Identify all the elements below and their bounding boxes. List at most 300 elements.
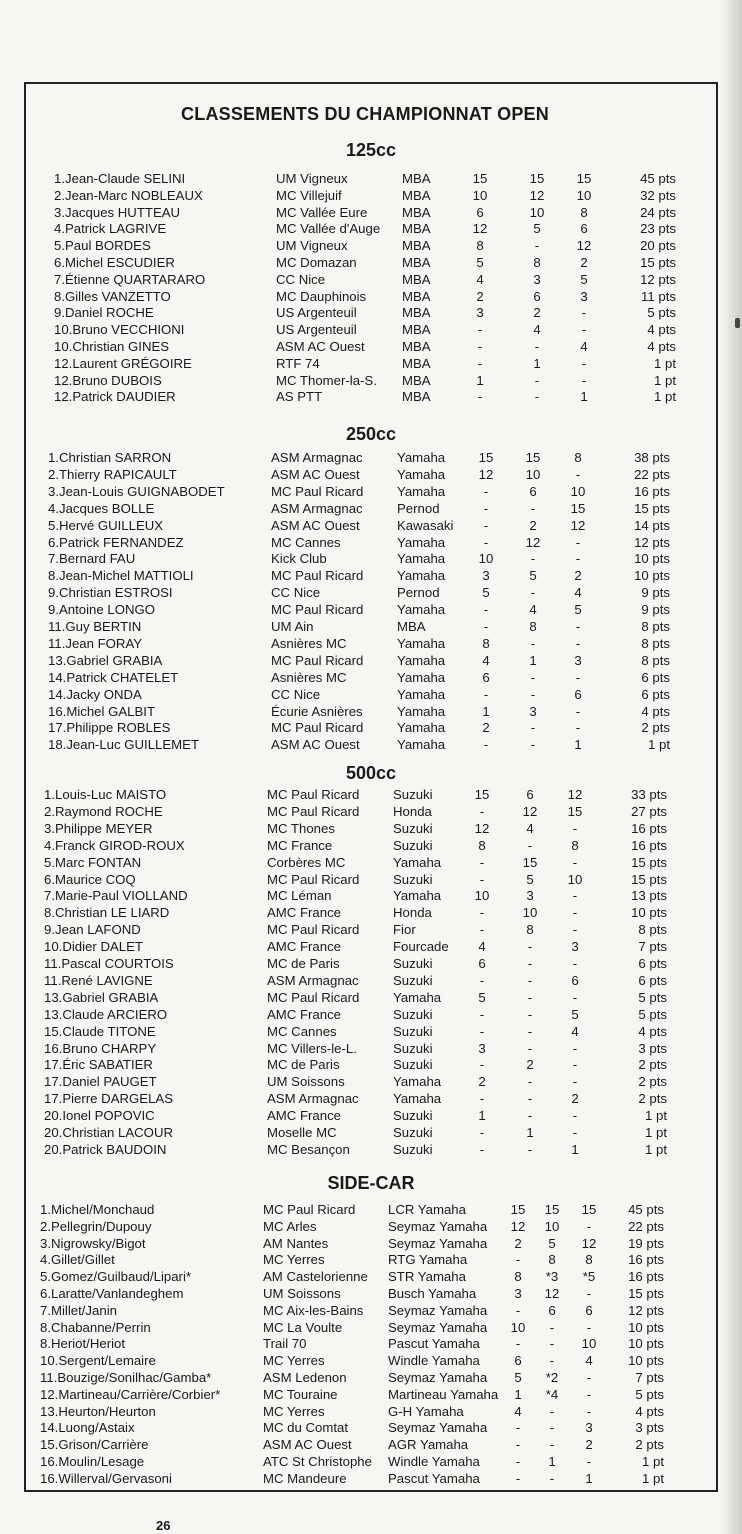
cell-r2: 2 bbox=[526, 1057, 534, 1073]
table-row bbox=[0, 601, 742, 618]
cell-name: 6.Michel ESCUDIER bbox=[54, 255, 175, 270]
cell-r1: - bbox=[479, 1057, 485, 1073]
cell-r1: 8 bbox=[476, 238, 484, 254]
cell-tot: 2 pts bbox=[641, 720, 670, 736]
cell-name: 10.Bruno VECCHIONI bbox=[54, 322, 185, 338]
cell-r3: - bbox=[586, 1386, 592, 1402]
cell-r3: - bbox=[586, 1286, 592, 1301]
cell-r3: - bbox=[572, 820, 578, 836]
cell-tot: 9 pts bbox=[641, 602, 670, 618]
table-row bbox=[0, 355, 742, 372]
cell-make: STR Yamaha bbox=[388, 1269, 466, 1285]
cell-r3: 10 bbox=[567, 871, 583, 887]
cell-name: 8.Heriot/Heriot bbox=[40, 1336, 126, 1352]
table-row bbox=[0, 803, 742, 820]
cell-r1: 2 bbox=[514, 1235, 522, 1251]
cell-name: 4.Patrick LAGRIVE bbox=[54, 221, 167, 237]
table-row bbox=[0, 938, 742, 955]
cell-club: MC Paul Ricard bbox=[267, 922, 360, 938]
cell-name: 6.Laratte/Vanlandeghem bbox=[40, 1286, 184, 1301]
cell-r1: 1 bbox=[514, 1386, 522, 1402]
cell-name: 16.Willerval/Gervasoni bbox=[40, 1470, 172, 1486]
cell-r1: - bbox=[515, 1437, 521, 1453]
cell-make: Pascut Yamaha bbox=[388, 1336, 480, 1352]
cell-name: 16.Michel GALBIT bbox=[48, 703, 156, 719]
cell-make: MBA bbox=[402, 171, 431, 186]
cell-tot: 10 pts bbox=[631, 905, 667, 921]
cell-r1: 8 bbox=[478, 837, 486, 853]
cell-make: MBA bbox=[402, 288, 431, 304]
cell-name: 5.Hervé GUILLEUX bbox=[48, 517, 164, 533]
cell-r1: 1 bbox=[478, 1108, 486, 1124]
cell-r1: 4 bbox=[514, 1403, 522, 1419]
cell-r3: - bbox=[575, 635, 581, 651]
cell-tot: 5 pts bbox=[647, 305, 676, 321]
cell-make: Yamaha bbox=[397, 669, 446, 685]
cell-r2: 12 bbox=[529, 187, 545, 203]
cell-make: Suzuki bbox=[393, 871, 433, 887]
cell-tot: 5 pts bbox=[635, 1386, 664, 1402]
cell-make: Yamaha bbox=[397, 737, 446, 753]
cell-r1: - bbox=[479, 1141, 485, 1157]
cell-club: Écurie Asnières bbox=[271, 703, 363, 719]
cell-r2: 1 bbox=[533, 355, 541, 371]
cell-tot: 6 pts bbox=[641, 686, 670, 702]
table-row bbox=[0, 1235, 742, 1252]
cell-club: UM Soissons bbox=[263, 1286, 341, 1301]
cell-r3: - bbox=[572, 1057, 578, 1073]
cell-r2: - bbox=[527, 1040, 533, 1056]
cell-r1: 15 bbox=[510, 1202, 526, 1217]
cell-club: MC Paul Ricard bbox=[271, 720, 364, 736]
cell-r2: - bbox=[527, 1141, 533, 1157]
cell-name: 6.Patrick FERNANDEZ bbox=[48, 534, 184, 550]
table-row bbox=[0, 338, 742, 355]
cell-make: Suzuki bbox=[393, 972, 433, 988]
cell-make: MBA bbox=[402, 238, 431, 254]
cell-r2: 12 bbox=[522, 803, 538, 819]
cell-r3: 12 bbox=[576, 238, 592, 254]
cell-r3: 10 bbox=[570, 483, 586, 499]
cell-tot: 4 pts bbox=[641, 703, 670, 719]
cell-r2: 5 bbox=[533, 221, 541, 237]
table-row bbox=[0, 372, 742, 389]
cell-tot: 2 pts bbox=[638, 1091, 667, 1107]
table-row bbox=[0, 1107, 742, 1124]
cell-name: 20.Christian LACOUR bbox=[44, 1125, 173, 1140]
cell-name: 5.Gomez/Guilbaud/Lipari* bbox=[40, 1269, 192, 1285]
table-row bbox=[0, 703, 742, 720]
cell-tot: 33 pts bbox=[631, 787, 667, 802]
cell-r1: - bbox=[479, 871, 485, 887]
cell-tot: 1 pt bbox=[654, 389, 676, 405]
cell-make: Pernod bbox=[397, 585, 440, 601]
cell-club: MC Paul Ricard bbox=[271, 483, 364, 499]
table-row bbox=[0, 466, 742, 483]
table-row bbox=[0, 1436, 742, 1453]
cell-club: CC Nice bbox=[276, 271, 326, 287]
cell-r1: - bbox=[477, 355, 483, 371]
table-row bbox=[0, 271, 742, 288]
cell-r3: 4 bbox=[580, 339, 588, 354]
table-row bbox=[0, 989, 742, 1006]
cell-make: MBA bbox=[402, 322, 431, 338]
cell-club: AMC France bbox=[267, 1108, 342, 1124]
cell-name: 7.Millet/Janin bbox=[40, 1302, 117, 1318]
cell-make: Seymaz Yamaha bbox=[388, 1319, 488, 1335]
table-row bbox=[0, 567, 742, 584]
cell-r3: - bbox=[575, 720, 581, 736]
cell-r2: - bbox=[527, 1023, 533, 1039]
cell-name: 16.Moulin/Lesage bbox=[40, 1454, 145, 1469]
cell-r3: 3 bbox=[585, 1420, 593, 1436]
cell-r3: 6 bbox=[571, 972, 579, 988]
cell-name: 2.Pellegrin/Dupouy bbox=[40, 1218, 152, 1234]
cell-club: Kick Club bbox=[271, 551, 327, 567]
table-row bbox=[0, 887, 742, 904]
cell-r2: 2 bbox=[529, 517, 537, 533]
cell-club: ASM Armagnac bbox=[271, 500, 363, 516]
table-row bbox=[0, 904, 742, 921]
cell-make: Honda bbox=[393, 803, 432, 819]
cell-r1: - bbox=[515, 1470, 521, 1486]
cell-name: 7.Bernard FAU bbox=[48, 551, 136, 567]
cell-r1: - bbox=[483, 500, 489, 516]
cell-club: MC Paul Ricard bbox=[271, 568, 364, 584]
cell-r2: - bbox=[549, 1336, 555, 1352]
cell-make: Yamaha bbox=[397, 652, 446, 668]
cell-name: 17.Pierre DARGELAS bbox=[44, 1091, 173, 1107]
cell-r2: 15 bbox=[544, 1202, 560, 1217]
cell-r3: - bbox=[572, 1125, 578, 1140]
table-row bbox=[0, 220, 742, 237]
cell-r3: - bbox=[586, 1319, 592, 1335]
cell-name: 13.Heurton/Heurton bbox=[40, 1403, 156, 1419]
cell-r1: 2 bbox=[476, 288, 484, 304]
cell-make: Kawasaki bbox=[397, 517, 454, 533]
cell-r3: 2 bbox=[571, 1091, 579, 1107]
cell-r2: - bbox=[527, 1091, 533, 1107]
cell-make: Suzuki bbox=[393, 1108, 433, 1124]
table-row bbox=[0, 1419, 742, 1436]
cell-club: AM Nantes bbox=[263, 1235, 329, 1251]
cell-r3: - bbox=[572, 1108, 578, 1124]
cell-r1: - bbox=[479, 1125, 485, 1140]
table-row bbox=[0, 1090, 742, 1107]
cell-club: US Argenteuil bbox=[276, 322, 357, 338]
cell-make: MBA bbox=[402, 204, 431, 220]
cell-r1: 5 bbox=[514, 1370, 522, 1385]
cell-r3: 1 bbox=[585, 1470, 593, 1486]
cell-r1: 5 bbox=[478, 989, 486, 1005]
cell-make: Seymaz Yamaha bbox=[388, 1420, 488, 1436]
table-row bbox=[0, 1023, 742, 1040]
cell-tot: 15 pts bbox=[631, 854, 667, 870]
cell-r1: - bbox=[515, 1252, 521, 1268]
cell-r2: 8 bbox=[526, 922, 534, 938]
cell-tot: 6 pts bbox=[638, 956, 667, 971]
cell-r2: - bbox=[534, 339, 540, 354]
cell-r1: 8 bbox=[514, 1269, 522, 1285]
cell-club: MC Léman bbox=[267, 888, 332, 904]
cell-r3: 6 bbox=[580, 221, 588, 237]
cell-r2: 10 bbox=[544, 1218, 560, 1234]
cell-r1: 4 bbox=[476, 271, 484, 287]
cell-tot: 22 pts bbox=[634, 466, 670, 482]
cell-r1: 4 bbox=[478, 939, 486, 955]
cell-r2: - bbox=[530, 500, 536, 516]
cell-make: MBA bbox=[402, 372, 431, 388]
cell-club: MC Cannes bbox=[267, 1023, 337, 1039]
cell-tot: 11 pts bbox=[641, 288, 676, 304]
cell-r1: 15 bbox=[474, 787, 490, 802]
cell-r3: 5 bbox=[580, 271, 588, 287]
cell-tot: 8 pts bbox=[641, 652, 670, 668]
cell-tot: 1 pt bbox=[654, 372, 676, 388]
cell-tot: 15 pts bbox=[640, 255, 676, 270]
cell-r3: - bbox=[572, 854, 578, 870]
cell-r2: 10 bbox=[529, 204, 545, 220]
cell-r2: - bbox=[530, 635, 536, 651]
cell-tot: 16 pts bbox=[631, 837, 667, 853]
table-row bbox=[0, 854, 742, 871]
cell-tot: 3 pts bbox=[635, 1420, 664, 1436]
cell-name: 9.Daniel ROCHE bbox=[54, 305, 154, 321]
cell-make: Martineau Yamaha bbox=[388, 1386, 499, 1402]
cell-club: MC Besançon bbox=[267, 1141, 350, 1157]
cell-make: Suzuki bbox=[393, 1141, 433, 1157]
cell-name: 15.Grison/Carrière bbox=[40, 1437, 149, 1453]
cell-tot: 2 pts bbox=[635, 1437, 664, 1453]
cell-make: Fior bbox=[393, 922, 416, 938]
cell-r2: 12 bbox=[525, 534, 541, 550]
cell-tot: 1 pt bbox=[642, 1454, 664, 1469]
cell-tot: 12 pts bbox=[640, 271, 676, 287]
cell-r1: 10 bbox=[478, 551, 494, 567]
cell-r2: - bbox=[530, 551, 536, 567]
cell-make: Suzuki bbox=[393, 787, 433, 802]
cell-r1: - bbox=[483, 737, 489, 753]
cell-name: 1.Christian SARRON bbox=[48, 450, 172, 465]
cell-r1: - bbox=[515, 1336, 521, 1352]
cell-make: Yamaha bbox=[393, 1091, 442, 1107]
cell-tot: 1 pt bbox=[645, 1125, 667, 1140]
cell-make: Seymaz Yamaha bbox=[388, 1370, 488, 1385]
cell-r3: 5 bbox=[574, 602, 582, 618]
cell-club: ASM AC Ouest bbox=[263, 1437, 352, 1453]
cell-name: 5.Paul BORDES bbox=[54, 238, 151, 254]
cell-r1: 10 bbox=[474, 888, 490, 904]
cell-r2: 1 bbox=[529, 652, 537, 668]
cell-make: MBA bbox=[402, 389, 431, 405]
cell-name: 9.Jean LAFOND bbox=[44, 922, 141, 938]
cell-r3: - bbox=[572, 888, 578, 904]
cell-club: Trail 70 bbox=[263, 1336, 307, 1352]
table-row bbox=[0, 837, 742, 854]
cell-tot: 4 pts bbox=[647, 322, 676, 338]
cell-make: MBA bbox=[402, 355, 431, 371]
table-row bbox=[0, 955, 742, 972]
cell-tot: 16 pts bbox=[628, 1252, 664, 1268]
cell-r2: - bbox=[530, 720, 536, 736]
cell-tot: 7 pts bbox=[635, 1370, 664, 1385]
table-row bbox=[0, 1124, 742, 1141]
cell-make: Yamaha bbox=[393, 989, 442, 1005]
cell-make: Suzuki bbox=[393, 820, 433, 836]
cell-club: MC Paul Ricard bbox=[267, 787, 360, 802]
cell-r3: - bbox=[572, 922, 578, 938]
cell-r1: 2 bbox=[478, 1074, 486, 1090]
page-title: CLASSEMENTS DU CHAMPIONNAT OPEN bbox=[181, 104, 549, 124]
cell-club: MC Vallée Eure bbox=[276, 204, 368, 220]
cell-r3: 3 bbox=[571, 939, 579, 955]
cell-r2: 3 bbox=[533, 271, 541, 287]
cell-tot: 1 pt bbox=[645, 1141, 667, 1157]
table-row bbox=[0, 618, 742, 635]
cell-r1: - bbox=[515, 1454, 521, 1469]
cell-r2: - bbox=[527, 837, 533, 853]
cell-club: Corbères MC bbox=[267, 854, 346, 870]
table-row bbox=[0, 1218, 742, 1235]
cell-r2: 5 bbox=[548, 1235, 556, 1251]
table-row bbox=[0, 736, 742, 753]
cell-r2: 8 bbox=[533, 255, 541, 270]
cell-tot: 8 pts bbox=[638, 922, 667, 938]
table-row bbox=[0, 1141, 742, 1158]
cell-r3: - bbox=[581, 322, 587, 338]
cell-name: 3.Nigrowsky/Bigot bbox=[40, 1235, 146, 1251]
cell-make: Yamaha bbox=[393, 888, 442, 904]
table-row bbox=[0, 1470, 742, 1487]
cell-club: MC La Voulte bbox=[263, 1319, 343, 1335]
cell-r3: 8 bbox=[585, 1252, 593, 1268]
cell-make: Fourcade bbox=[393, 939, 449, 955]
cell-name: 12.Bruno DUBOIS bbox=[54, 372, 162, 388]
cell-name: 3.Philippe MEYER bbox=[44, 820, 153, 836]
cell-r3: 8 bbox=[574, 450, 582, 465]
cell-r2: - bbox=[530, 686, 536, 702]
cell-r3: 3 bbox=[580, 288, 588, 304]
cell-r1: - bbox=[479, 972, 485, 988]
cell-r1: 6 bbox=[478, 956, 486, 971]
cell-make: MBA bbox=[402, 221, 431, 237]
cell-r3: 15 bbox=[567, 803, 583, 819]
table-row bbox=[0, 871, 742, 888]
cell-name: 6.Maurice COQ bbox=[44, 871, 136, 887]
cell-r1: 5 bbox=[476, 255, 484, 270]
cell-r3: 4 bbox=[585, 1353, 593, 1369]
cell-r3: 10 bbox=[576, 187, 592, 203]
cell-make: RTG Yamaha bbox=[388, 1252, 468, 1268]
cell-r2: 1 bbox=[526, 1125, 534, 1140]
cell-name: 4.Jacques BOLLE bbox=[48, 500, 155, 516]
cell-r2: - bbox=[549, 1403, 555, 1419]
cell-tot: 15 pts bbox=[634, 500, 670, 516]
cell-make: Yamaha bbox=[397, 534, 446, 550]
cell-tot: 16 pts bbox=[628, 1269, 664, 1285]
cell-tot: 8 pts bbox=[641, 619, 670, 634]
section-title: 125cc bbox=[345, 140, 397, 160]
cell-club: UM Ain bbox=[271, 619, 314, 634]
cell-tot: 3 pts bbox=[638, 1040, 667, 1056]
cell-club: MC Paul Ricard bbox=[267, 803, 360, 819]
cell-r1: 3 bbox=[514, 1286, 522, 1301]
cell-r3: 2 bbox=[574, 568, 582, 584]
cell-r2: 4 bbox=[533, 322, 541, 338]
table-row bbox=[0, 1319, 742, 1336]
cell-make: Yamaha bbox=[397, 466, 446, 482]
cell-club: ASM Ledenon bbox=[263, 1370, 347, 1385]
table-row bbox=[0, 669, 742, 686]
cell-tot: 16 pts bbox=[634, 483, 670, 499]
table-row bbox=[0, 517, 742, 534]
cell-make: Suzuki bbox=[393, 1006, 433, 1022]
cell-club: RTF 74 bbox=[276, 355, 320, 371]
cell-name: 7.Marie-Paul VIOLLAND bbox=[44, 888, 188, 904]
cell-tot: 32 pts bbox=[640, 187, 676, 203]
cell-club: MC Paul Ricard bbox=[267, 871, 360, 887]
cell-r2: 15 bbox=[529, 171, 545, 186]
cell-club: US Argenteuil bbox=[276, 305, 357, 321]
cell-r1: 6 bbox=[482, 669, 490, 685]
cell-tot: 22 pts bbox=[628, 1218, 664, 1234]
cell-tot: 19 pts bbox=[628, 1235, 664, 1251]
cell-r1: - bbox=[483, 686, 489, 702]
table-row bbox=[0, 635, 742, 652]
cell-r3: - bbox=[586, 1454, 592, 1469]
cell-r1: - bbox=[483, 534, 489, 550]
cell-tot: 45 pts bbox=[628, 1202, 664, 1217]
section-title: SIDE-CAR bbox=[327, 1173, 415, 1193]
cell-name: 11.Pascal COURTOIS bbox=[44, 956, 174, 971]
cell-r2: 10 bbox=[522, 905, 538, 921]
cell-r2: 8 bbox=[548, 1252, 556, 1268]
table-row bbox=[0, 1073, 742, 1090]
cell-r2: - bbox=[527, 972, 533, 988]
cell-r3: 4 bbox=[571, 1023, 579, 1039]
cell-club: Moselle MC bbox=[267, 1125, 337, 1140]
cell-club: ASM AC Ouest bbox=[271, 517, 360, 533]
cell-r3: - bbox=[575, 551, 581, 567]
cell-tot: 1 pt bbox=[654, 355, 676, 371]
cell-r3: - bbox=[572, 1040, 578, 1056]
cell-r3: 2 bbox=[585, 1437, 593, 1453]
cell-tot: 1 pt bbox=[648, 737, 670, 753]
cell-r1: 12 bbox=[478, 466, 494, 482]
cell-r2: 3 bbox=[526, 888, 534, 904]
cell-make: Yamaha bbox=[393, 1074, 442, 1090]
cell-make: Pascut Yamaha bbox=[388, 1470, 480, 1486]
cell-tot: 12 pts bbox=[628, 1302, 664, 1318]
cell-r3: - bbox=[575, 619, 581, 634]
cell-make: Suzuki bbox=[393, 1040, 433, 1056]
table-row bbox=[0, 1285, 742, 1302]
cell-r3: 1 bbox=[580, 389, 588, 405]
table-row bbox=[0, 584, 742, 601]
cell-name: 13.Claude ARCIERO bbox=[44, 1006, 168, 1022]
cell-name: 14.Luong/Astaix bbox=[40, 1420, 135, 1436]
cell-club: MC Thones bbox=[267, 820, 335, 836]
cell-r2: 5 bbox=[526, 871, 534, 887]
cell-r2: 2 bbox=[533, 305, 541, 321]
cell-r2: 10 bbox=[525, 466, 541, 482]
cell-name: 9.Antoine LONGO bbox=[48, 602, 156, 618]
cell-tot: 6 pts bbox=[638, 972, 667, 988]
cell-r3: 12 bbox=[581, 1235, 597, 1251]
cell-r2: - bbox=[530, 669, 536, 685]
cell-r1: - bbox=[479, 1091, 485, 1107]
cell-r3: - bbox=[581, 372, 587, 388]
